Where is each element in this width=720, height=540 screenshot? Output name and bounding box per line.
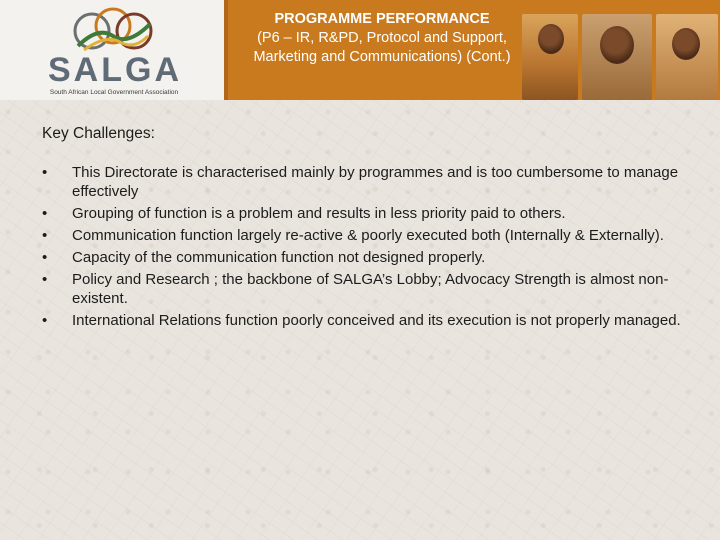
photo-child-2 [582, 14, 652, 100]
list-item [42, 163, 682, 201]
salga-logo [0, 0, 228, 100]
list-item [42, 248, 682, 267]
bullet-icon: • [42, 271, 48, 288]
key-challenges-heading: Key Challenges: [42, 125, 155, 142]
list-item-text: This Directorate is characterised mainly by programmes and is too cumbersome to manage effectively [72, 164, 679, 200]
list-item-text: Communication function largely re-active & poorly executed both (Internally & Externally). [72, 227, 664, 244]
header-bar [0, 0, 720, 100]
list-item [42, 270, 682, 308]
page-title-line1: PROGRAMME PERFORMANCE [274, 11, 490, 27]
list-item [42, 204, 682, 223]
bullet-icon: • [42, 249, 48, 266]
list-item-text: Policy and Research ; the backbone of SALGA’s Lobby; Advocacy Strength is almost non-existent. [72, 271, 669, 307]
slide-body [42, 124, 682, 333]
logo-rings-icon [58, 6, 168, 56]
header-photo-strip [522, 14, 718, 100]
logo-wordmark: SALGA [48, 51, 182, 89]
bullet-icon: • [42, 164, 48, 181]
list-item [42, 311, 682, 330]
list-item-text: Capacity of the communication function not designed properly. [72, 249, 486, 266]
logo-tagline: South African Local Government Association [49, 89, 179, 96]
challenges-list [42, 163, 682, 330]
list-item [42, 226, 682, 245]
photo-child-1 [522, 14, 578, 100]
page-title [232, 10, 532, 67]
photo-child-3 [656, 14, 718, 100]
bullet-icon: • [42, 312, 48, 329]
list-item-text: International Relations function poorly conceived and its execution is not properly managed. [72, 312, 681, 329]
page-title-subtitle: (P6 – IR, R&PD, Protocol and Support, Marketing and Communications) (Cont.) [253, 30, 511, 65]
bullet-icon: • [42, 227, 48, 244]
list-item-text: Grouping of function is a problem and results in less priority paid to others. [72, 205, 566, 222]
bullet-icon: • [42, 205, 48, 222]
